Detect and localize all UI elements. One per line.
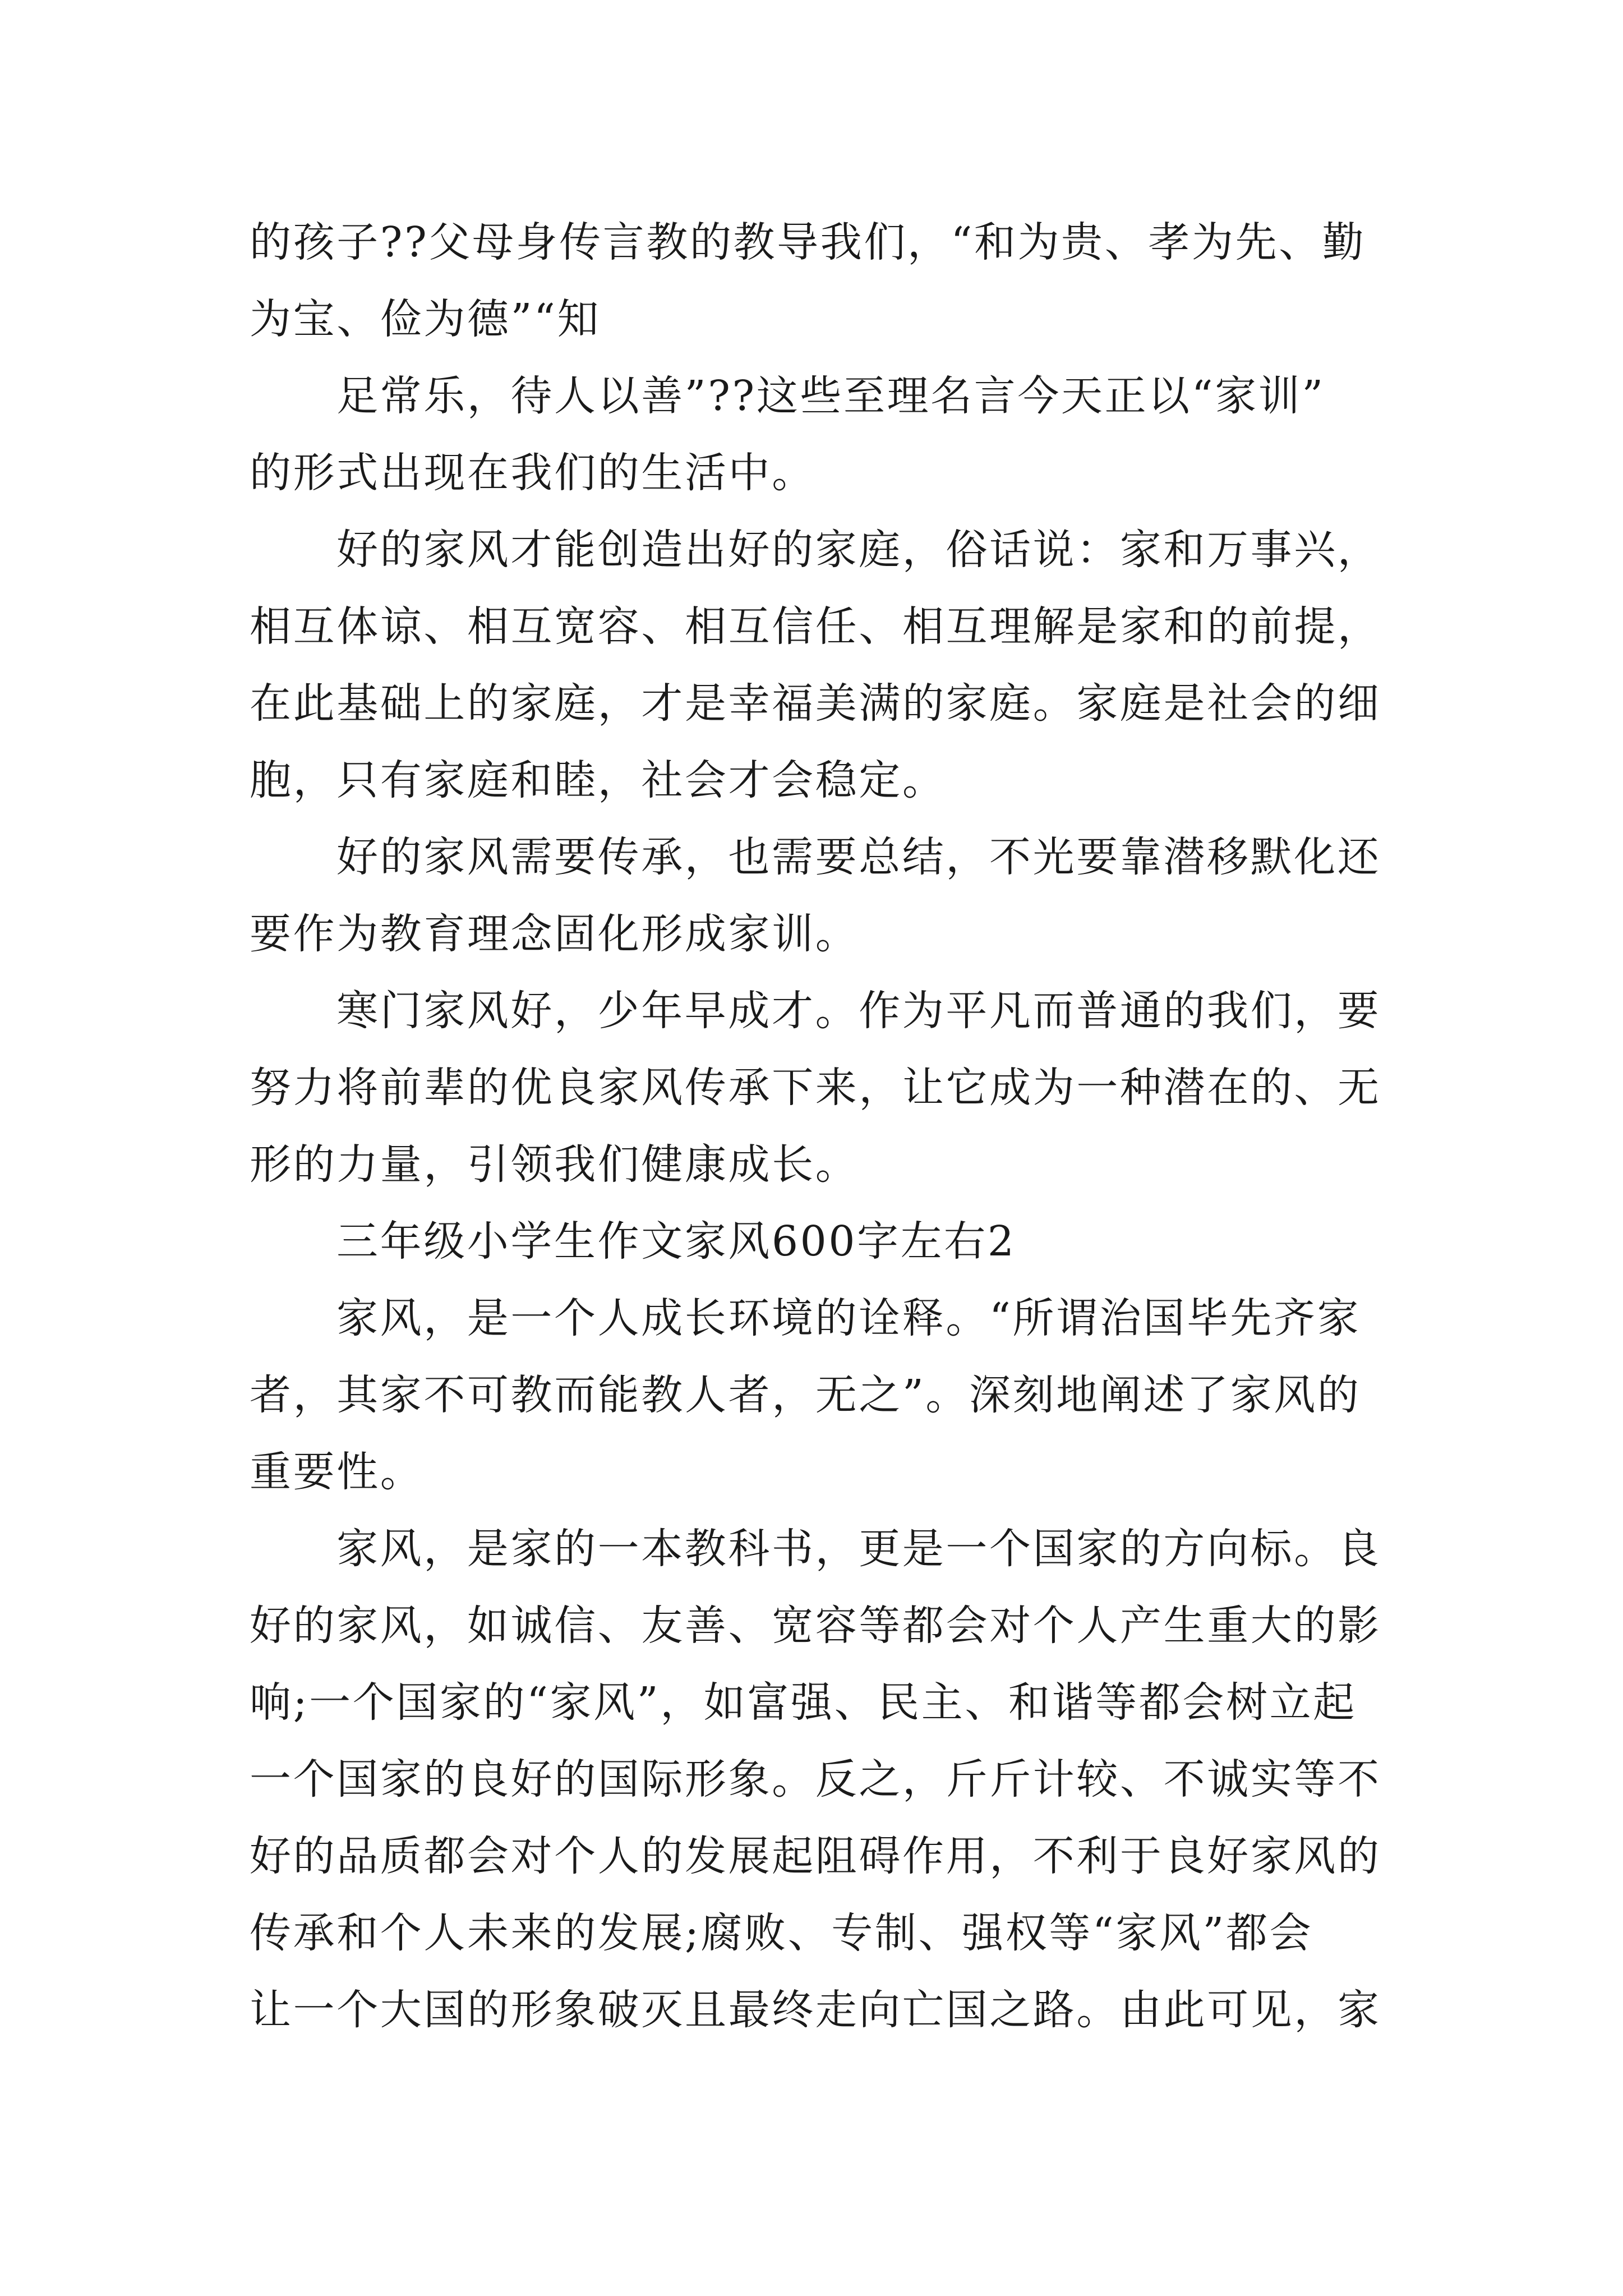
paragraph-start-line: 好的家风才能创造出好的家庭，俗话说：家和万事兴， [336,526,1381,574]
text-line: 者，其家不可教而能教人者，无之”。深刻地阐述了家风的 [250,1371,1361,1419]
paragraph-start-line: 足常乐，待人以善”??这些至理名言今天正以“家训” [336,372,1325,420]
text-line: 在此基础上的家庭，才是幸福美满的家庭。家庭是社会的细 [250,679,1381,728]
text-line: 努力将前辈的优良家风传承下来，让它成为一种潜在的、无 [250,1064,1381,1112]
text-line: 好的家风，如诚信、友善、宽容等都会对个人产生重大的影 [250,1602,1381,1650]
section-heading: 三年级小学生作文家风600字左右2 [336,1217,1016,1266]
text-line: 让一个大国的形象破灭且最终走向亡国之路。由此可见，家 [250,1986,1381,2034]
text-line: 相互体谅、相互宽容、相互信任、相互理解是家和的前提， [250,602,1381,651]
text-line: 响;一个国家的“家风”，如富强、民主、和谐等都会树立起 [250,1678,1357,1727]
text-line: 好的品质都会对个人的发展起阻碍作用，不利于良好家风的 [250,1832,1381,1880]
text-line: 的孩子??父母身传言教的教导我们，“和为贵、孝为先、勤 [250,218,1366,266]
text-line: 为宝、俭为德”“知 [250,295,601,343]
body-text [250,204,1427,2049]
paragraph-start-line: 寒门家风好，少年早成才。作为平凡而普通的我们，要 [336,987,1381,1035]
text-line: 传承和个人未来的发展;腐败、专制、强权等“家风”都会 [250,1909,1313,1957]
text-line: 的形式出现在我们的生活中。 [250,449,815,497]
text-line: 重要性。 [250,1448,424,1496]
text-line: 胞，只有家庭和睦，社会才会稳定。 [250,756,946,804]
paragraph-start-line: 好的家风需要传承，也需要总结，不光要靠潜移默化还 [336,833,1381,881]
text-line: 形的力量，引领我们健康成长。 [250,1140,859,1189]
paragraph-start-line: 家风，是一个人成长环境的诠释。“所谓治国毕先齐家 [336,1294,1361,1342]
text-line: 一个国家的良好的国际形象。反之，斤斤计较、不诚实等不 [250,1755,1381,1803]
paragraph-start-line: 家风，是家的一本教科书，更是一个国家的方向标。良 [336,1525,1381,1573]
text-line: 要作为教育理念固化形成家训。 [250,910,859,958]
